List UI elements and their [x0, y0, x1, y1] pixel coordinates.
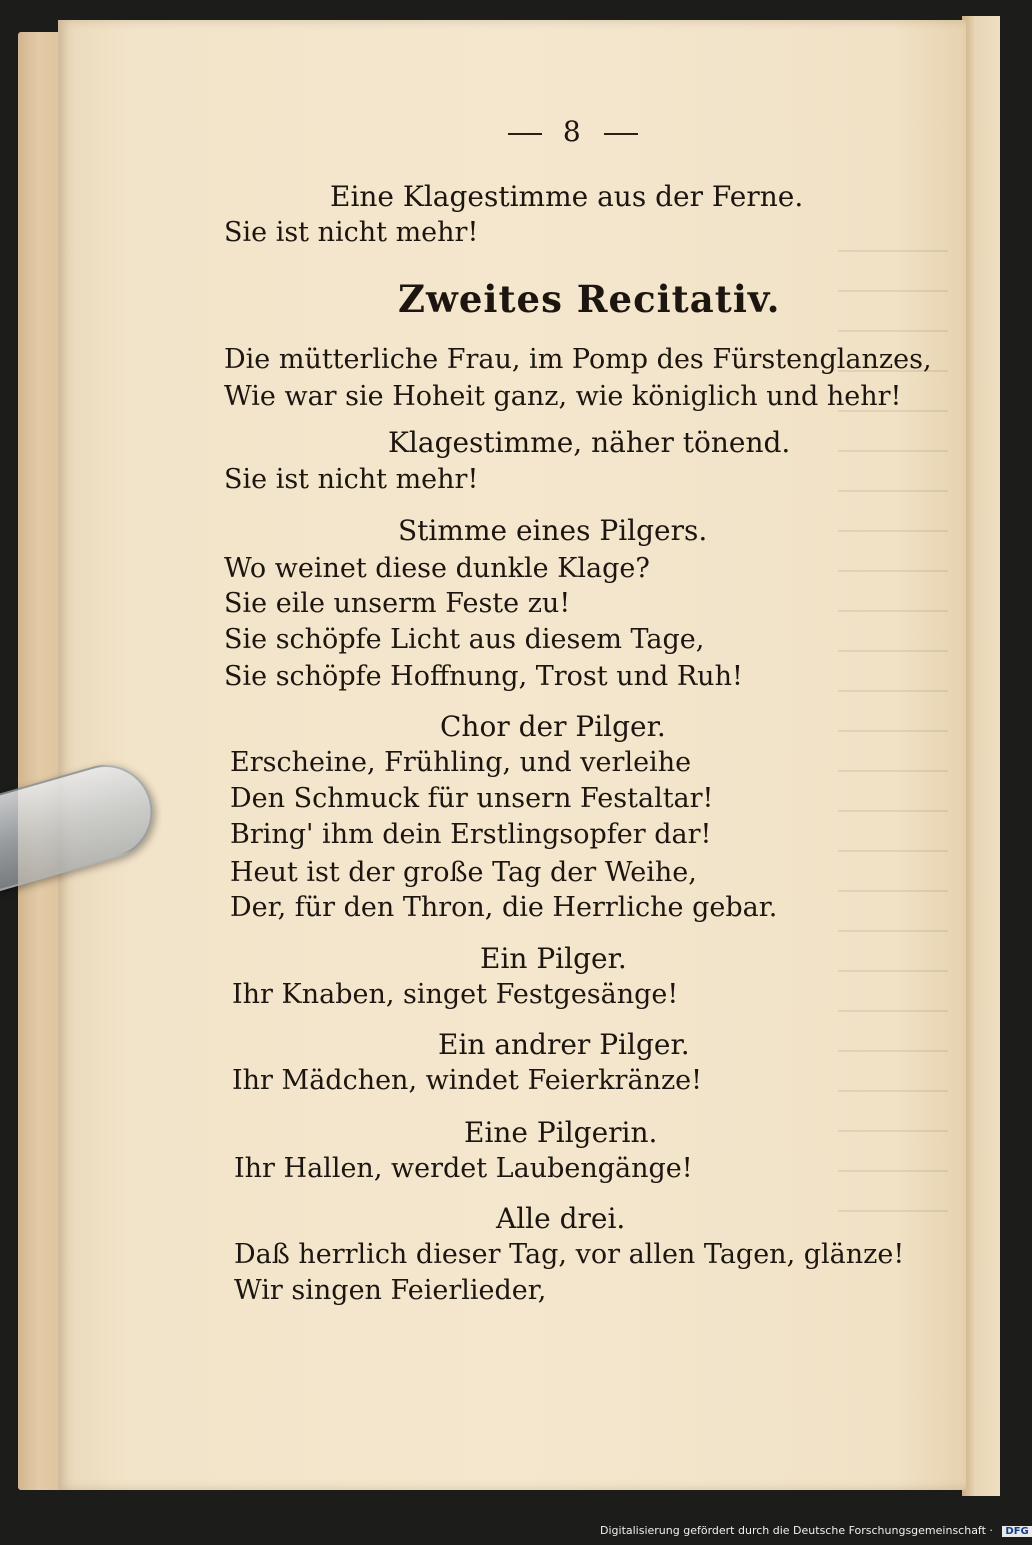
verse-line: Ihr Hallen, werdet Laubengänge! [234, 1153, 693, 1184]
verse-line: Heut ist der große Tag der Weihe, [230, 857, 697, 888]
verse-line: Sie ist nicht mehr! [224, 464, 479, 495]
verse-line: Sie schöpfe Hoffnung, Trost und Ruh! [224, 661, 743, 692]
stage-direction: Eine Klagestimme aus der Ferne. [330, 180, 804, 213]
stage-direction: Ein andrer Pilger. [438, 1028, 690, 1061]
digitization-footer [600, 1524, 1032, 1537]
verse-line: Die mütterliche Frau, im Pomp des Fürstenglanzes, [224, 344, 932, 375]
stage-direction: Alle drei. [496, 1202, 626, 1235]
verse-line: Sie ist nicht mehr! [224, 217, 479, 248]
verse-line: Erscheine, Frühling, und verleihe [230, 747, 692, 778]
stage-direction: Eine Pilgerin. [464, 1116, 658, 1149]
verse-line: Der, für den Thron, die Herrliche gebar. [230, 892, 778, 923]
page-number-dash-right [604, 133, 638, 135]
verse-line: Wir singen Feierlieder, [234, 1275, 547, 1306]
verse-line: Sie schöpfe Licht aus diesem Tage, [224, 624, 705, 655]
page-number-value: 8 [562, 115, 583, 148]
verse-line: Wo weinet diese dunkle Klage? [224, 553, 650, 584]
stage-direction: Ein Pilger. [480, 942, 627, 975]
page-text [58, 20, 966, 1490]
stage-direction: Klagestimme, näher tönend. [388, 426, 791, 459]
page-right-edge [962, 16, 1000, 1496]
verse-line: Ihr Mädchen, windet Feierkränze! [232, 1065, 703, 1096]
stage-direction: Stimme eines Pilgers. [398, 514, 708, 547]
page-number [498, 115, 698, 148]
verse-line: Den Schmuck für unsern Festaltar! [230, 783, 714, 814]
book-page [58, 20, 966, 1490]
dfg-logo: DFG [1002, 1526, 1031, 1537]
section-title: Zweites Recitativ. [398, 277, 781, 321]
verse-line: Bring' ihm dein Erstlingsopfer dar! [230, 819, 712, 850]
verse-line: Daß herrlich dieser Tag, vor allen Tagen, glänze! [234, 1239, 905, 1270]
stage-direction: Chor der Pilger. [440, 710, 666, 743]
footer-text: Digitalisierung gefördert durch die Deutsche Forschungsgemeinschaft · [600, 1524, 993, 1537]
verse-line: Sie eile unserm Feste zu! [224, 588, 571, 619]
verse-line: Ihr Knaben, singet Festgesänge! [232, 979, 679, 1010]
verse-line: Wie war sie Hoheit ganz, wie königlich und hehr! [224, 381, 902, 412]
page-number-dash-left [508, 133, 542, 135]
